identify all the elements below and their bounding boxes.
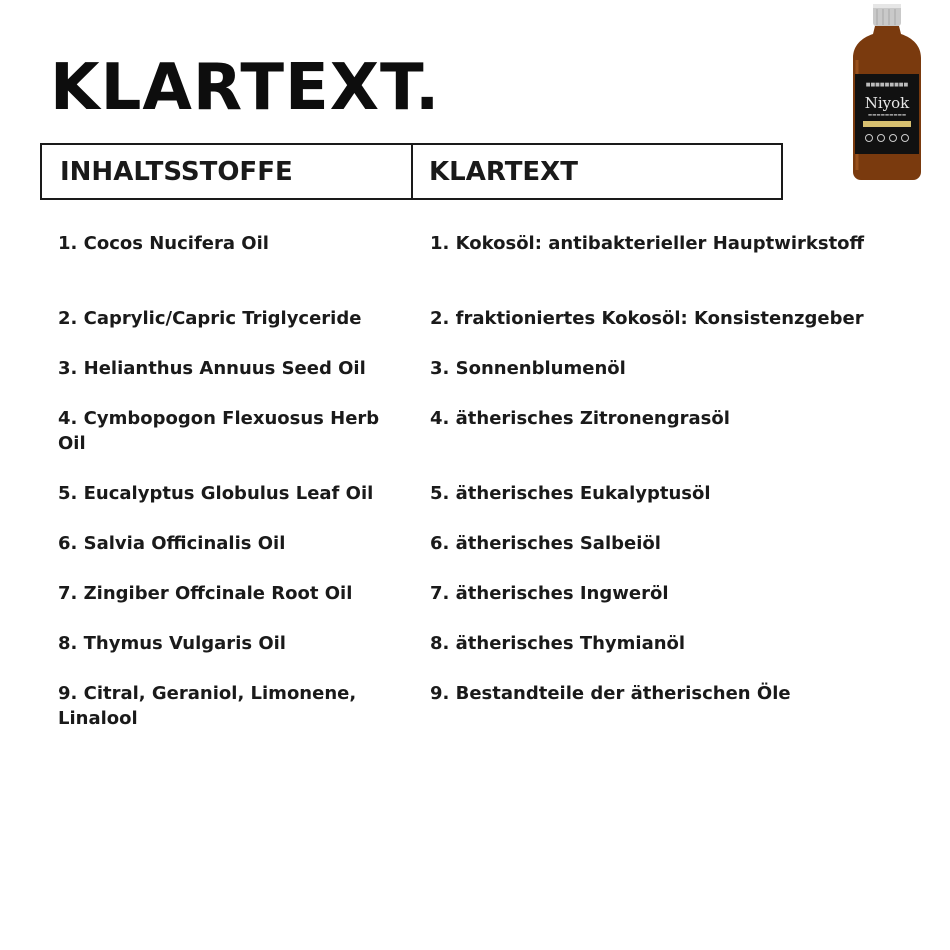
ingredient-klartext: 6. ätherisches Salbeiöl bbox=[430, 533, 661, 554]
ingredient-inci: 4. Cymbopogon Flexuosus Herb Oil bbox=[58, 408, 380, 454]
ingredient-inci: 2. Caprylic/Capric Triglyceride bbox=[58, 308, 362, 329]
ingredient-inci: 8. Thymus Vulgaris Oil bbox=[58, 633, 286, 654]
ingredient-inci: 5. Eucalyptus Globulus Leaf Oil bbox=[58, 483, 374, 504]
ingredient-klartext: 8. ätherisches Thymianöl bbox=[430, 633, 686, 654]
ingredient-inci: 6. Salvia Officinalis Oil bbox=[58, 533, 286, 554]
oil-bottle-icon bbox=[851, 4, 923, 180]
ingredient-klartext: 5. ätherisches Eukalyptusöl bbox=[430, 483, 711, 504]
ingredients-table-header bbox=[40, 143, 783, 200]
ingredient-klartext: 3. Sonnenblumenöl bbox=[430, 358, 626, 379]
brand-logo: Niyok bbox=[864, 94, 910, 112]
svg-text:▬▬▬▬▬▬▬▬▬: ▬▬▬▬▬▬▬▬▬ bbox=[867, 113, 907, 118]
ingredient-klartext: 1. Kokosöl: antibakterieller Hauptwirkstoff bbox=[430, 233, 865, 254]
ingredient-klartext: 9. Bestandteile der ätherischen Öle bbox=[430, 683, 791, 704]
ingredient-klartext: 7. ätherisches Ingweröl bbox=[430, 583, 669, 604]
page-title: KLARTEXT. bbox=[50, 51, 441, 125]
svg-text:■■■■■■■■■: ■■■■■■■■■ bbox=[865, 82, 909, 88]
ingredient-inci: 1. Cocos Nucifera Oil bbox=[58, 233, 269, 254]
header-ingredients: INHALTSSTOFFE bbox=[42, 145, 413, 198]
ingredient-inci: 9. Citral, Geraniol, Limonene, Linalool bbox=[58, 683, 357, 729]
ingredient-klartext: 2. fraktioniertes Kokosöl: Konsistenzgeber bbox=[430, 308, 864, 329]
ingredient-inci: 7. Zingiber Offcinale Root Oil bbox=[58, 583, 353, 604]
header-klartext: KLARTEXT bbox=[429, 156, 578, 187]
ingredient-inci: 3. Helianthus Annuus Seed Oil bbox=[58, 358, 366, 379]
ingredient-klartext: 4. ätherisches Zitronengrasöl bbox=[430, 408, 730, 429]
